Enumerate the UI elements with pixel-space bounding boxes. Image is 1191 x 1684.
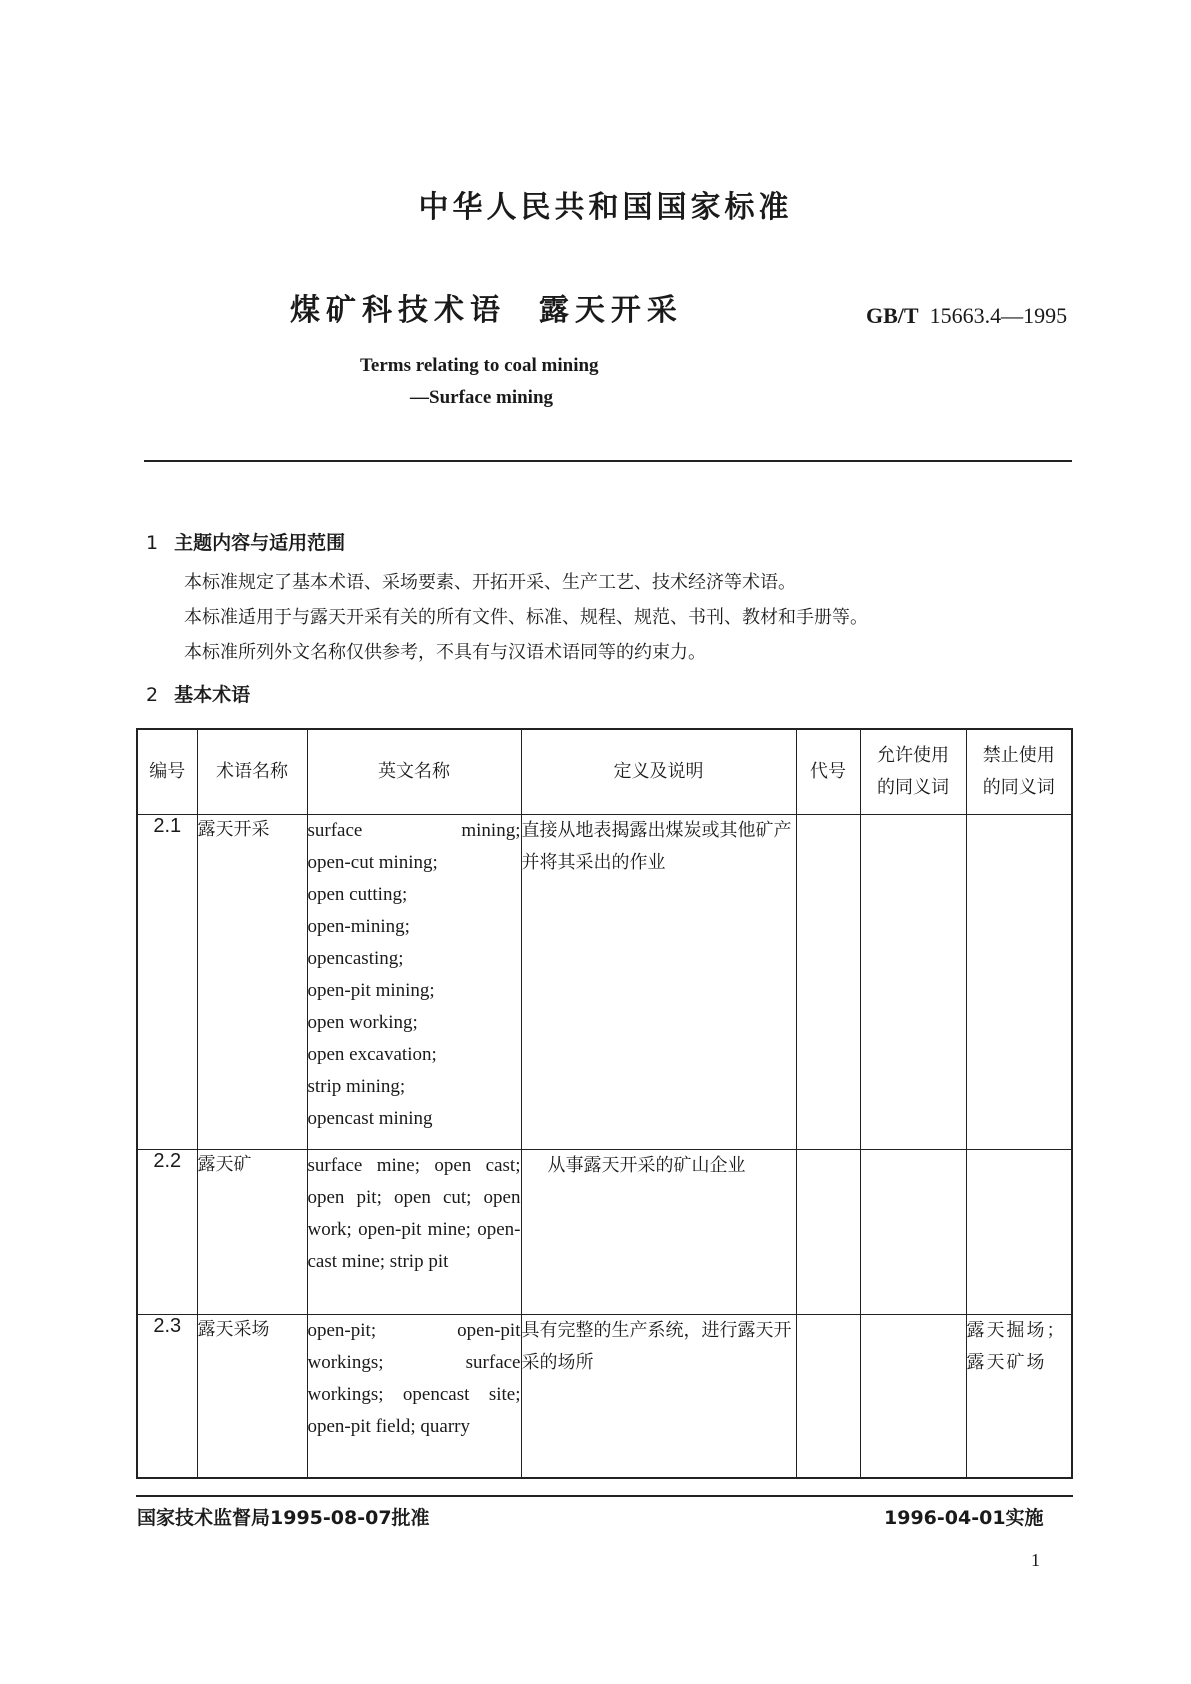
section-1-paragraph: 本标准适用于与露天开采有关的所有文件、标准、规程、规范、书刊、教材和手册等。 — [184, 607, 868, 628]
page-number: 1 — [1031, 1550, 1040, 1570]
english-line: open-cut mining; — [307, 852, 438, 873]
section-1-title: 主题内容与适用范围 — [174, 532, 346, 554]
cell-no: 2.1 — [137, 815, 197, 1150]
cell-no: 2.2 — [137, 1150, 197, 1315]
cell-code — [796, 815, 860, 1150]
terms-table — [136, 728, 1073, 1479]
header-forbidden-line1: 禁止使用 — [982, 745, 1055, 766]
cell-no: 2.3 — [137, 1315, 197, 1479]
title-divider — [144, 460, 1072, 462]
cell-code — [796, 1315, 860, 1479]
cell-english — [307, 1315, 521, 1479]
approval-note: 国家技术监督局1995-08-07批准 — [137, 1507, 430, 1529]
cell-allowed — [860, 815, 966, 1150]
cell-allowed — [860, 1150, 966, 1315]
header-term: 术语名称 — [197, 729, 307, 815]
english-line: open-mining; — [307, 916, 410, 937]
header-forbidden-line2: 的同义词 — [982, 777, 1055, 798]
standard-title-cn: 煤矿科技术语 露天开采 — [290, 293, 683, 328]
english-line: open-pit mining; — [307, 980, 435, 1001]
header-forbidden — [966, 729, 1072, 815]
header-no: 编号 — [137, 729, 197, 815]
table-row — [137, 815, 1072, 1150]
section-2-title: 基本术语 — [174, 684, 251, 706]
table-row — [137, 1150, 1072, 1315]
english-line: open cutting; — [307, 884, 408, 905]
cell-term: 露天采场 — [197, 1315, 307, 1479]
cell-term: 露天开采 — [197, 815, 307, 1150]
header-allowed-line1: 允许使用 — [877, 745, 949, 766]
section-1-heading — [146, 528, 345, 555]
cell-forbidden: 露天掘场；露天矿场 — [966, 1315, 1072, 1479]
english-text: surface mine; open cast; open pit; open cut; open work; open-pit mine; open-cast mine; strip pit — [307, 1155, 521, 1272]
header-allowed — [860, 729, 966, 815]
title-en-line2: —Surface mining — [410, 387, 554, 408]
national-standard-heading: 中华人民共和国国家标准 — [418, 190, 793, 225]
english-line: opencasting; — [307, 948, 404, 969]
standard-title-en — [360, 350, 599, 414]
cell-code — [796, 1150, 860, 1315]
cell-allowed — [860, 1315, 966, 1479]
table-row — [137, 1315, 1072, 1479]
section-2-heading — [146, 680, 250, 707]
title-en-line1: Terms relating to coal mining — [360, 355, 599, 376]
english-line: open working; — [307, 1012, 418, 1033]
effective-date: 1996-04-01实施 — [884, 1507, 1044, 1529]
english-text: open-pit; open-pit workings; surface workings; opencast site; open-pit field; quarry — [307, 1320, 521, 1437]
cell-definition: 具有完整的生产系统，进行露天开采的场所 — [521, 1315, 796, 1479]
cell-english — [307, 1150, 521, 1315]
header-allowed-line2: 的同义词 — [877, 777, 949, 798]
section-1-paragraph: 本标准所列外文名称仅供参考，不具有与汉语术语同等的约束力。 — [184, 642, 706, 663]
cell-forbidden — [966, 815, 1072, 1150]
cell-forbidden — [966, 1150, 1072, 1315]
header-english: 英文名称 — [307, 729, 521, 815]
cell-term: 露天矿 — [197, 1150, 307, 1315]
standard-code-number: 15663.4—1995 — [929, 303, 1068, 328]
english-line: surface mining; — [307, 820, 521, 841]
header-code: 代号 — [796, 729, 860, 815]
table-header-row — [137, 729, 1072, 815]
english-line: opencast mining — [307, 1108, 433, 1129]
english-line: strip mining; — [307, 1076, 406, 1097]
section-1-paragraph: 本标准规定了基本术语、采场要素、开拓开采、生产工艺、技术经济等术语。 — [184, 572, 796, 593]
section-1-number: 1 — [146, 532, 159, 554]
standard-code-prefix: GB/T — [866, 303, 919, 328]
section-2-number: 2 — [146, 684, 159, 706]
cell-definition: 直接从地表揭露出煤炭或其他矿产并将其采出的作业 — [521, 815, 796, 1150]
cell-definition: 从事露天开采的矿山企业 — [521, 1150, 796, 1315]
footer-divider — [136, 1495, 1073, 1497]
standard-code — [866, 303, 1067, 329]
english-line: open excavation; — [307, 1044, 437, 1065]
header-definition: 定义及说明 — [521, 729, 796, 815]
cell-english — [307, 815, 521, 1150]
